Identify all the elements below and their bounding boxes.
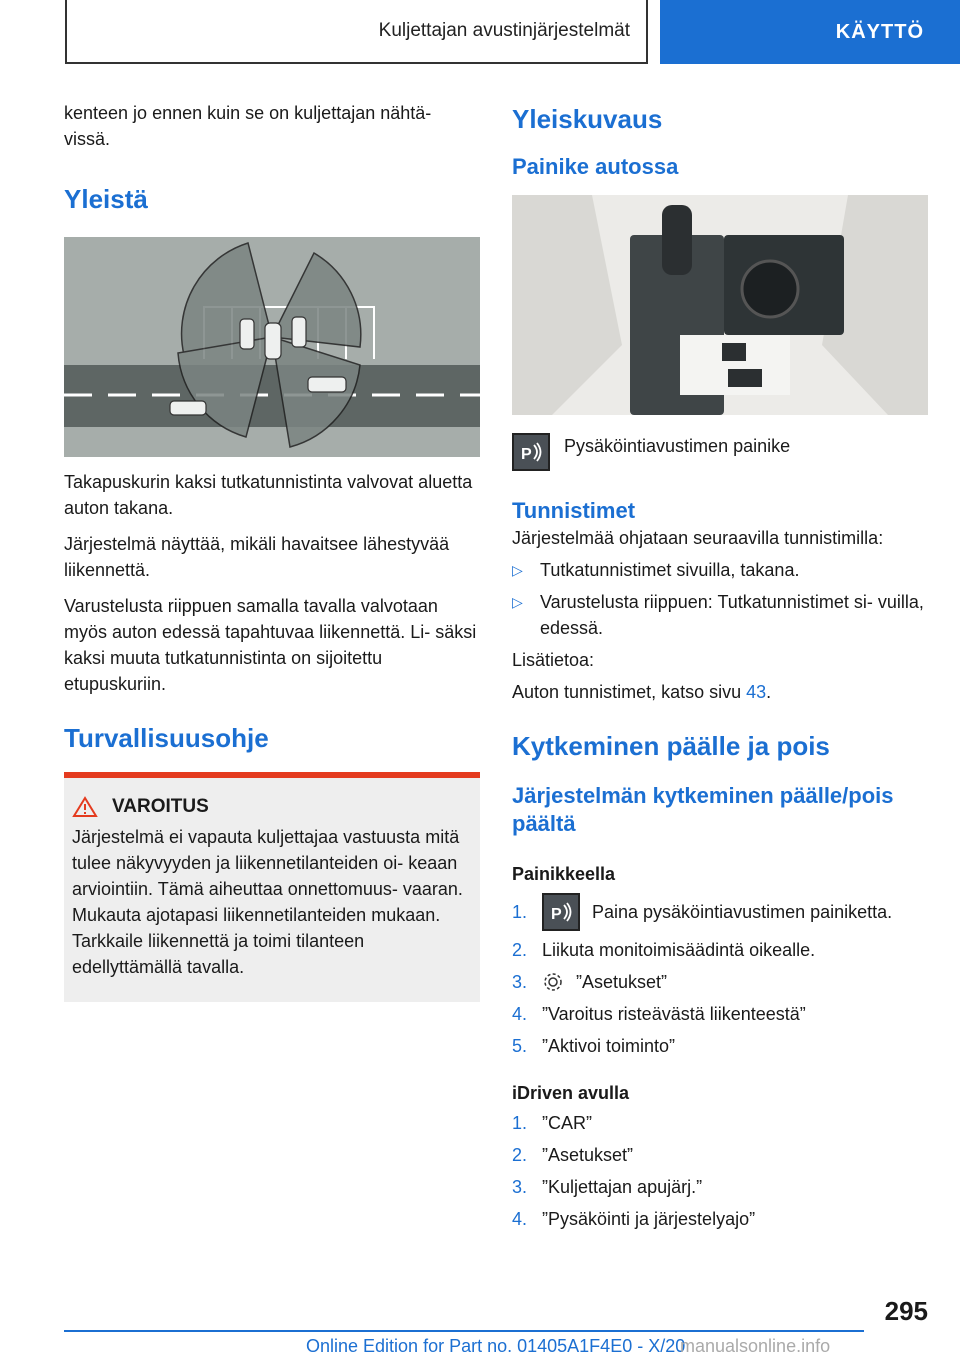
heading-general: Yleistä <box>64 184 148 214</box>
more-info-end: . <box>766 682 772 702</box>
idrive-step <box>512 1142 928 1168</box>
svg-text:P: P <box>551 906 562 923</box>
heading-button-in-car: Painike autossa <box>512 154 679 179</box>
step-number: 2. <box>512 1145 528 1165</box>
warning-box <box>64 772 480 1002</box>
header-chapter <box>660 0 960 64</box>
page-link[interactable]: 43 <box>746 682 767 702</box>
right-column <box>512 100 928 1232</box>
more-info-label: Lisätietoa: <box>512 650 595 670</box>
step-number: 4. <box>512 1209 528 1229</box>
heading-switch: Kytkeminen päälle ja pois <box>512 731 830 761</box>
heading-by-button: Painikkeella <box>512 864 616 884</box>
more-info-text <box>512 679 928 705</box>
bullet-triangle-icon: ▷ <box>512 562 523 578</box>
heading-safety: Turvallisuusohje <box>64 723 269 753</box>
step-number: 2. <box>512 940 528 960</box>
step-text: ”Kuljettajan apujärj.” <box>542 1177 703 1197</box>
idrive-step <box>512 1206 928 1232</box>
step-number: 3. <box>512 1177 528 1197</box>
button-step <box>512 893 928 931</box>
header-section-title: Kuljettajan avustinjärjestelmät <box>378 20 630 41</box>
bullet-triangle-icon: ▷ <box>512 594 523 610</box>
step-text: ”Asetukset” <box>576 972 668 992</box>
paragraph-rear-sensors: Takapuskurin kaksi tutkatunnistinta valvovat aluetta auton takana. <box>64 472 473 518</box>
gear-icon <box>542 971 564 993</box>
parking-assistant-button-icon <box>512 433 550 471</box>
parking-button-row <box>512 433 928 471</box>
more-info-sentence: Auton tunnistimet, katso sivu <box>512 682 742 702</box>
heading-sensors: Tunnistimet <box>512 498 636 523</box>
console-image <box>512 195 928 415</box>
parking-assistant-button-icon <box>542 893 580 931</box>
heading-overview: Yleiskuvaus <box>512 104 663 134</box>
radar-diagram <box>64 237 480 457</box>
edition-text: Online Edition for Part no. 01405A1F4E0 - X/20 <box>306 1336 686 1356</box>
sensor-item-text: Tutkatunnistimet sivuilla, takana. <box>540 560 800 580</box>
step-text: ”Asetukset” <box>542 1145 634 1165</box>
footer-divider <box>64 1330 864 1332</box>
button-step <box>512 937 928 963</box>
heading-switch-sub: Järjestelmän kytkeminen päälle/pois päältä <box>512 783 894 836</box>
heading-idrive: iDriven avulla <box>512 1083 630 1103</box>
sensor-item <box>512 557 928 583</box>
step-text: ”Aktivoi toiminto” <box>542 1036 676 1056</box>
center-console-photo <box>512 195 928 415</box>
paragraph-front-sensors: Varustelusta riippuen samalla tavalla valvotaan myös auton edessä tapahtuvaa liikennettä. Li- säksi kaksi muuta tutkatunnistinta on sijoitettu etupuskuriin. <box>64 596 477 694</box>
idrive-step <box>512 1174 928 1200</box>
step-number: 5. <box>512 1036 528 1056</box>
step-number: 3. <box>512 972 528 992</box>
sensor-item <box>512 589 928 641</box>
button-step <box>512 1001 928 1027</box>
intro-text: kenteen jo ennen kuin se on kuljettajan nähtä- vissä. <box>64 103 432 149</box>
step-text: ”CAR” <box>542 1113 592 1133</box>
warning-title <box>72 796 472 818</box>
warning-triangle-icon <box>72 796 98 818</box>
step-number: 1. <box>512 1113 528 1133</box>
header-chapter-title: KÄYTTÖ <box>835 20 924 43</box>
button-step <box>512 1033 928 1059</box>
header-section <box>65 0 648 64</box>
parking-button-caption: Pysäköintiavustimen painike <box>564 436 791 456</box>
idrive-step <box>512 1110 928 1136</box>
svg-text:P: P <box>521 446 532 463</box>
step-text: ”Varoitus risteävästä liikenteestä” <box>542 1004 806 1024</box>
paragraph-system-shows: Järjestelmä näyttää, mikäli havaitsee lähestyvää liikennettä. <box>64 534 450 580</box>
sensors-intro: Järjestelmää ohjataan seuraavilla tunnistimilla: <box>512 528 884 548</box>
step-text: Liikuta monitoimisäädintä oikealle. <box>542 940 816 960</box>
button-step <box>512 969 928 995</box>
radar-illustration <box>64 237 480 457</box>
step-number: 1. <box>512 902 528 922</box>
warning-label: VAROITUS <box>112 796 209 817</box>
left-column <box>64 100 480 1002</box>
step-text: Paina pysäköintiavustimen painiketta. <box>592 902 893 922</box>
warning-text: Järjestelmä ei vapauta kuljettajaa vastuusta mitä tulee näkyvyyden ja liikennetilanteiden oi- keaan arviointiin. Tämä aiheuttaa onnettomuus- vaaran. Mukauta ajotapasi liikennetilanteiden mukaan. Tarkkaile liikennettä ja toimi tilanteen edellyttämällä tavalla. <box>72 827 463 977</box>
sensor-item-text: Varustelusta riippuen: Tutkatunnistimet si- vuilla, edessä. <box>540 592 924 638</box>
step-number: 4. <box>512 1004 528 1024</box>
page-number: 295 <box>884 1296 928 1326</box>
watermark-brand: manualsonline.info <box>680 1336 831 1356</box>
step-text: ”Pysäköinti ja järjestelyajo” <box>542 1209 756 1229</box>
